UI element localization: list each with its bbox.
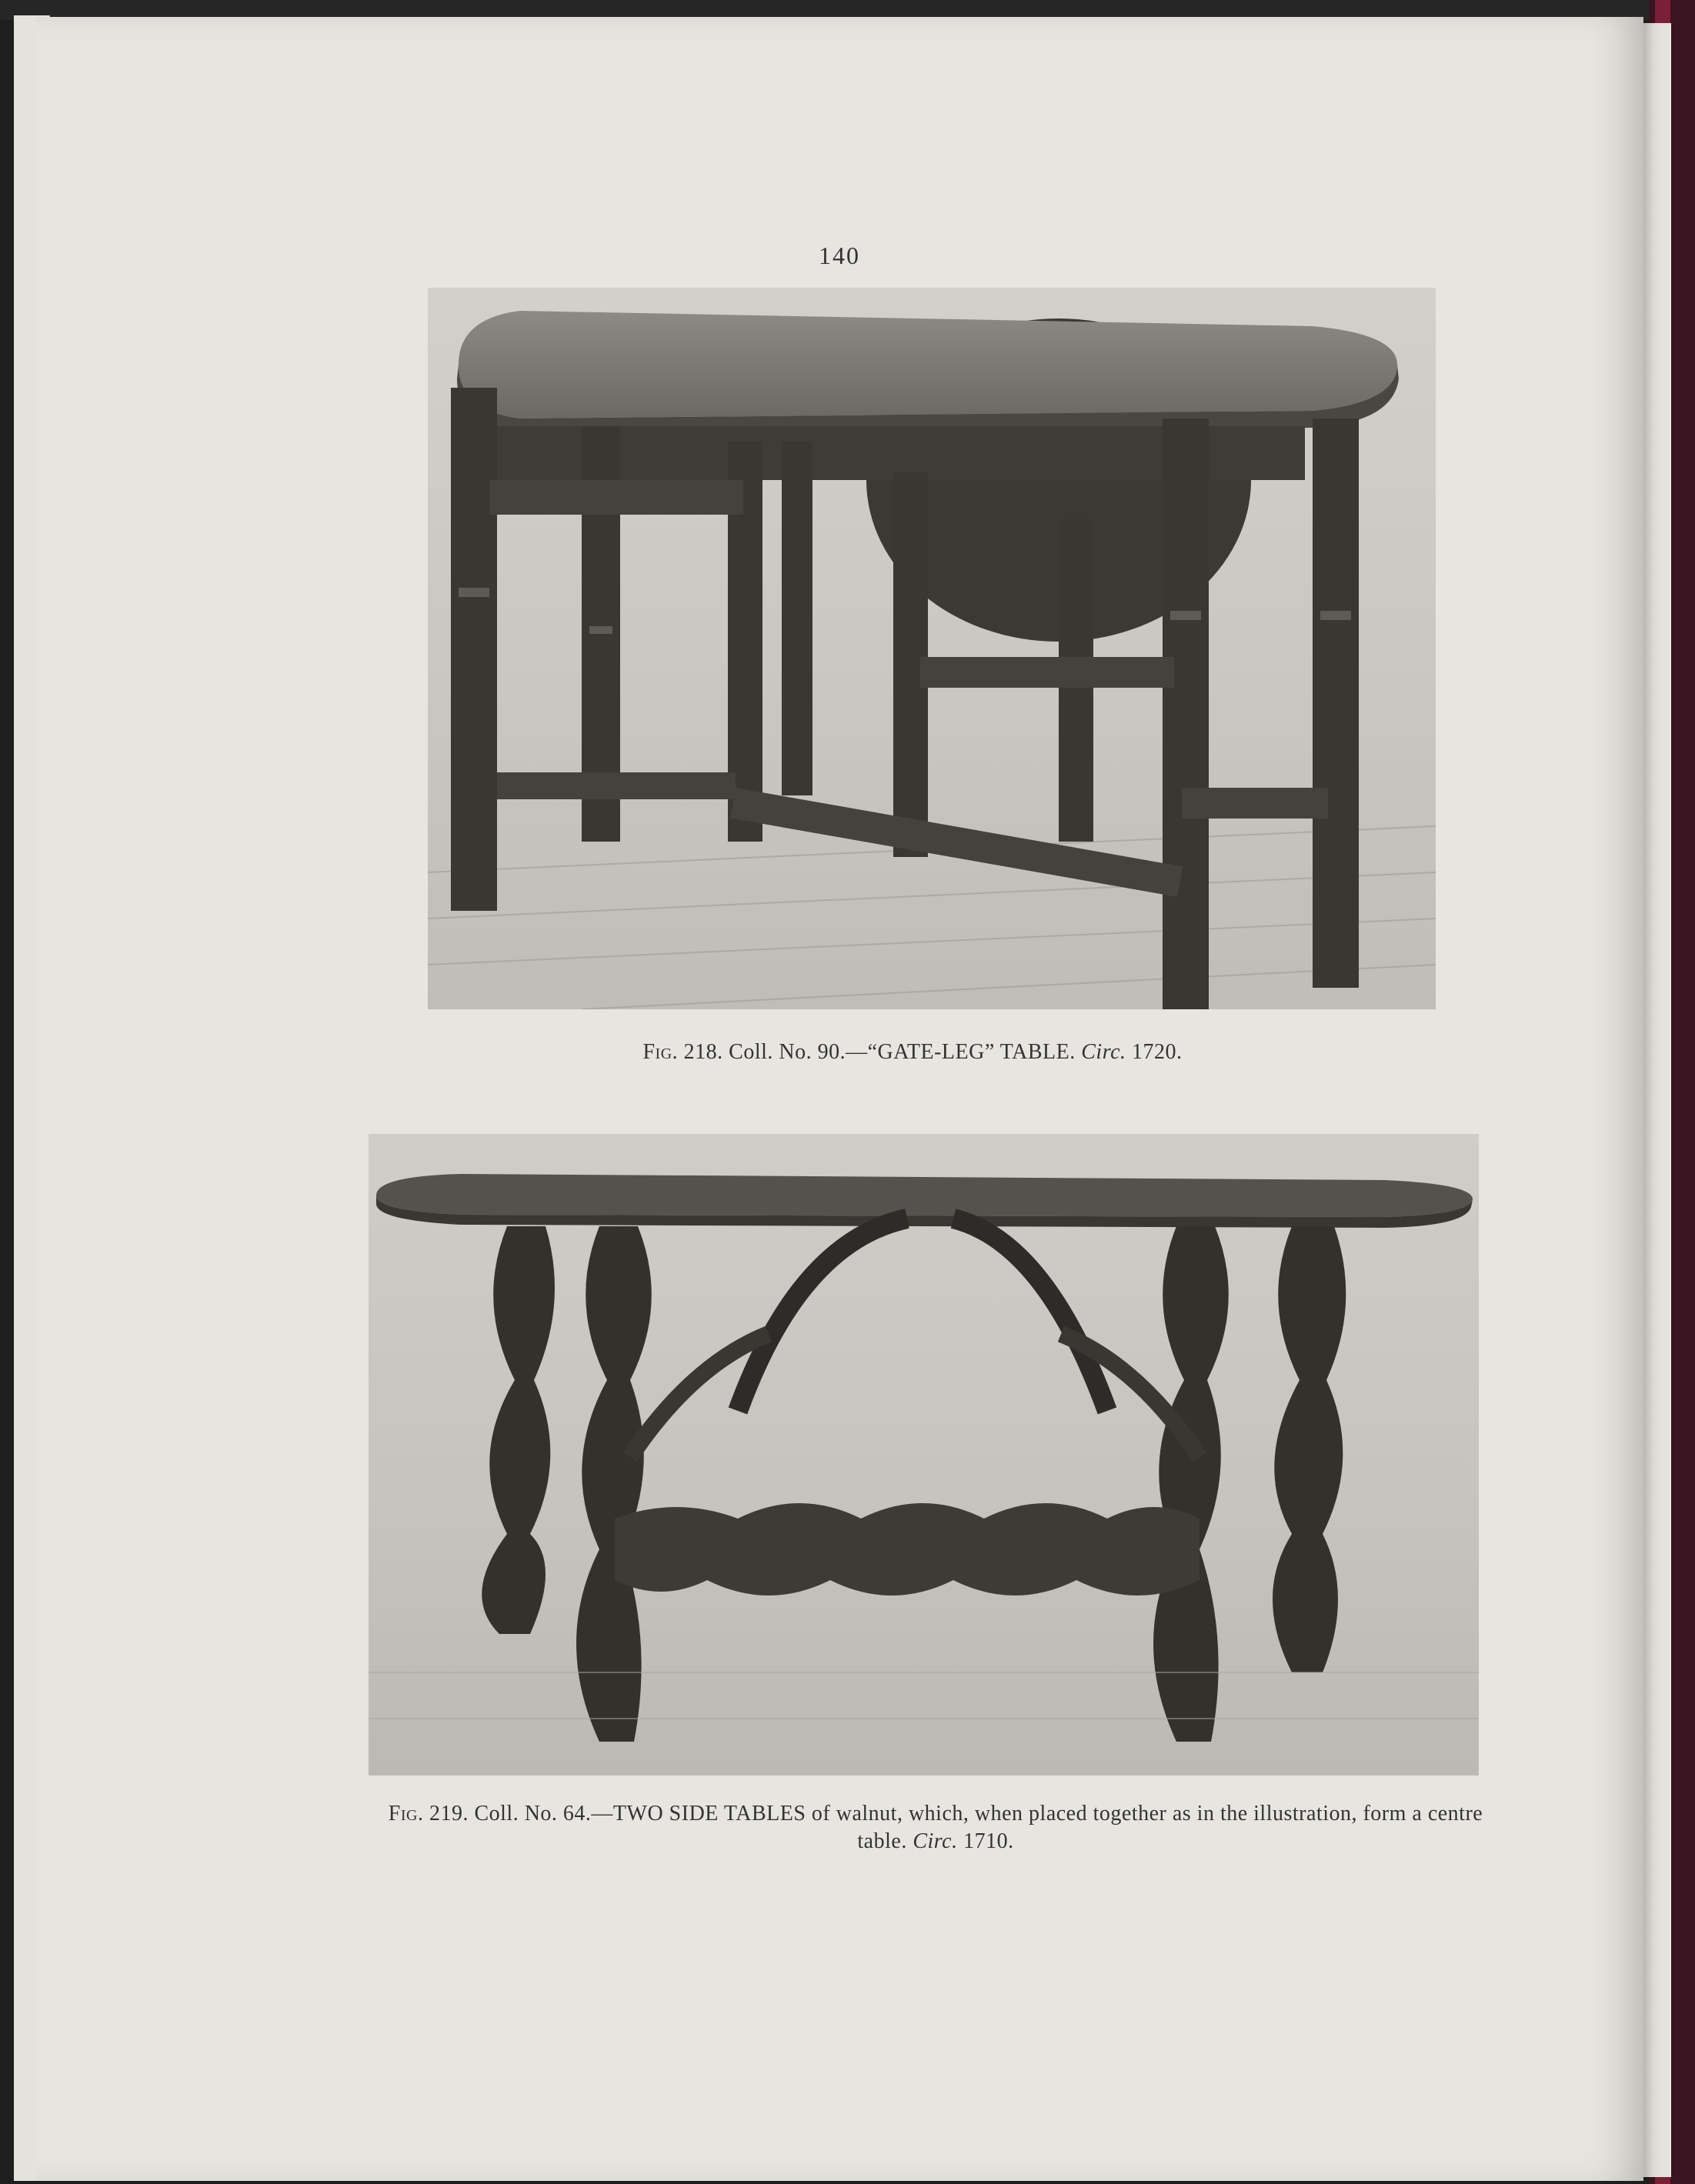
caption-text: Coll. No. 64.—TWO SIDE TABLES of walnut, which, when placed together as in the illustration, form a centre table.	[468, 1802, 1483, 1853]
book-page	[35, 17, 1643, 2181]
photo-two-side-tables	[369, 1134, 1479, 1776]
facing-page-edge	[1643, 23, 1671, 2177]
figure-label: Fig. 219.	[388, 1802, 469, 1826]
page-number: 140	[819, 242, 860, 269]
figure-218-caption	[266, 1039, 1559, 1066]
caption-date: 1710.	[957, 1829, 1014, 1853]
gate-leg-table-image	[428, 288, 1436, 1009]
photo-gate-leg-table	[428, 288, 1436, 1009]
caption-date: 1720.	[1126, 1040, 1183, 1064]
caption-circ: Circ.	[1081, 1040, 1126, 1064]
caption-text: Coll. No. 90.—“GATE-LEG” TABLE.	[722, 1040, 1082, 1064]
side-tables-image	[369, 1134, 1479, 1776]
figure-219-caption	[374, 1800, 1497, 1856]
figure-label: Fig. 218.	[642, 1040, 723, 1064]
caption-circ: Circ.	[913, 1829, 958, 1853]
